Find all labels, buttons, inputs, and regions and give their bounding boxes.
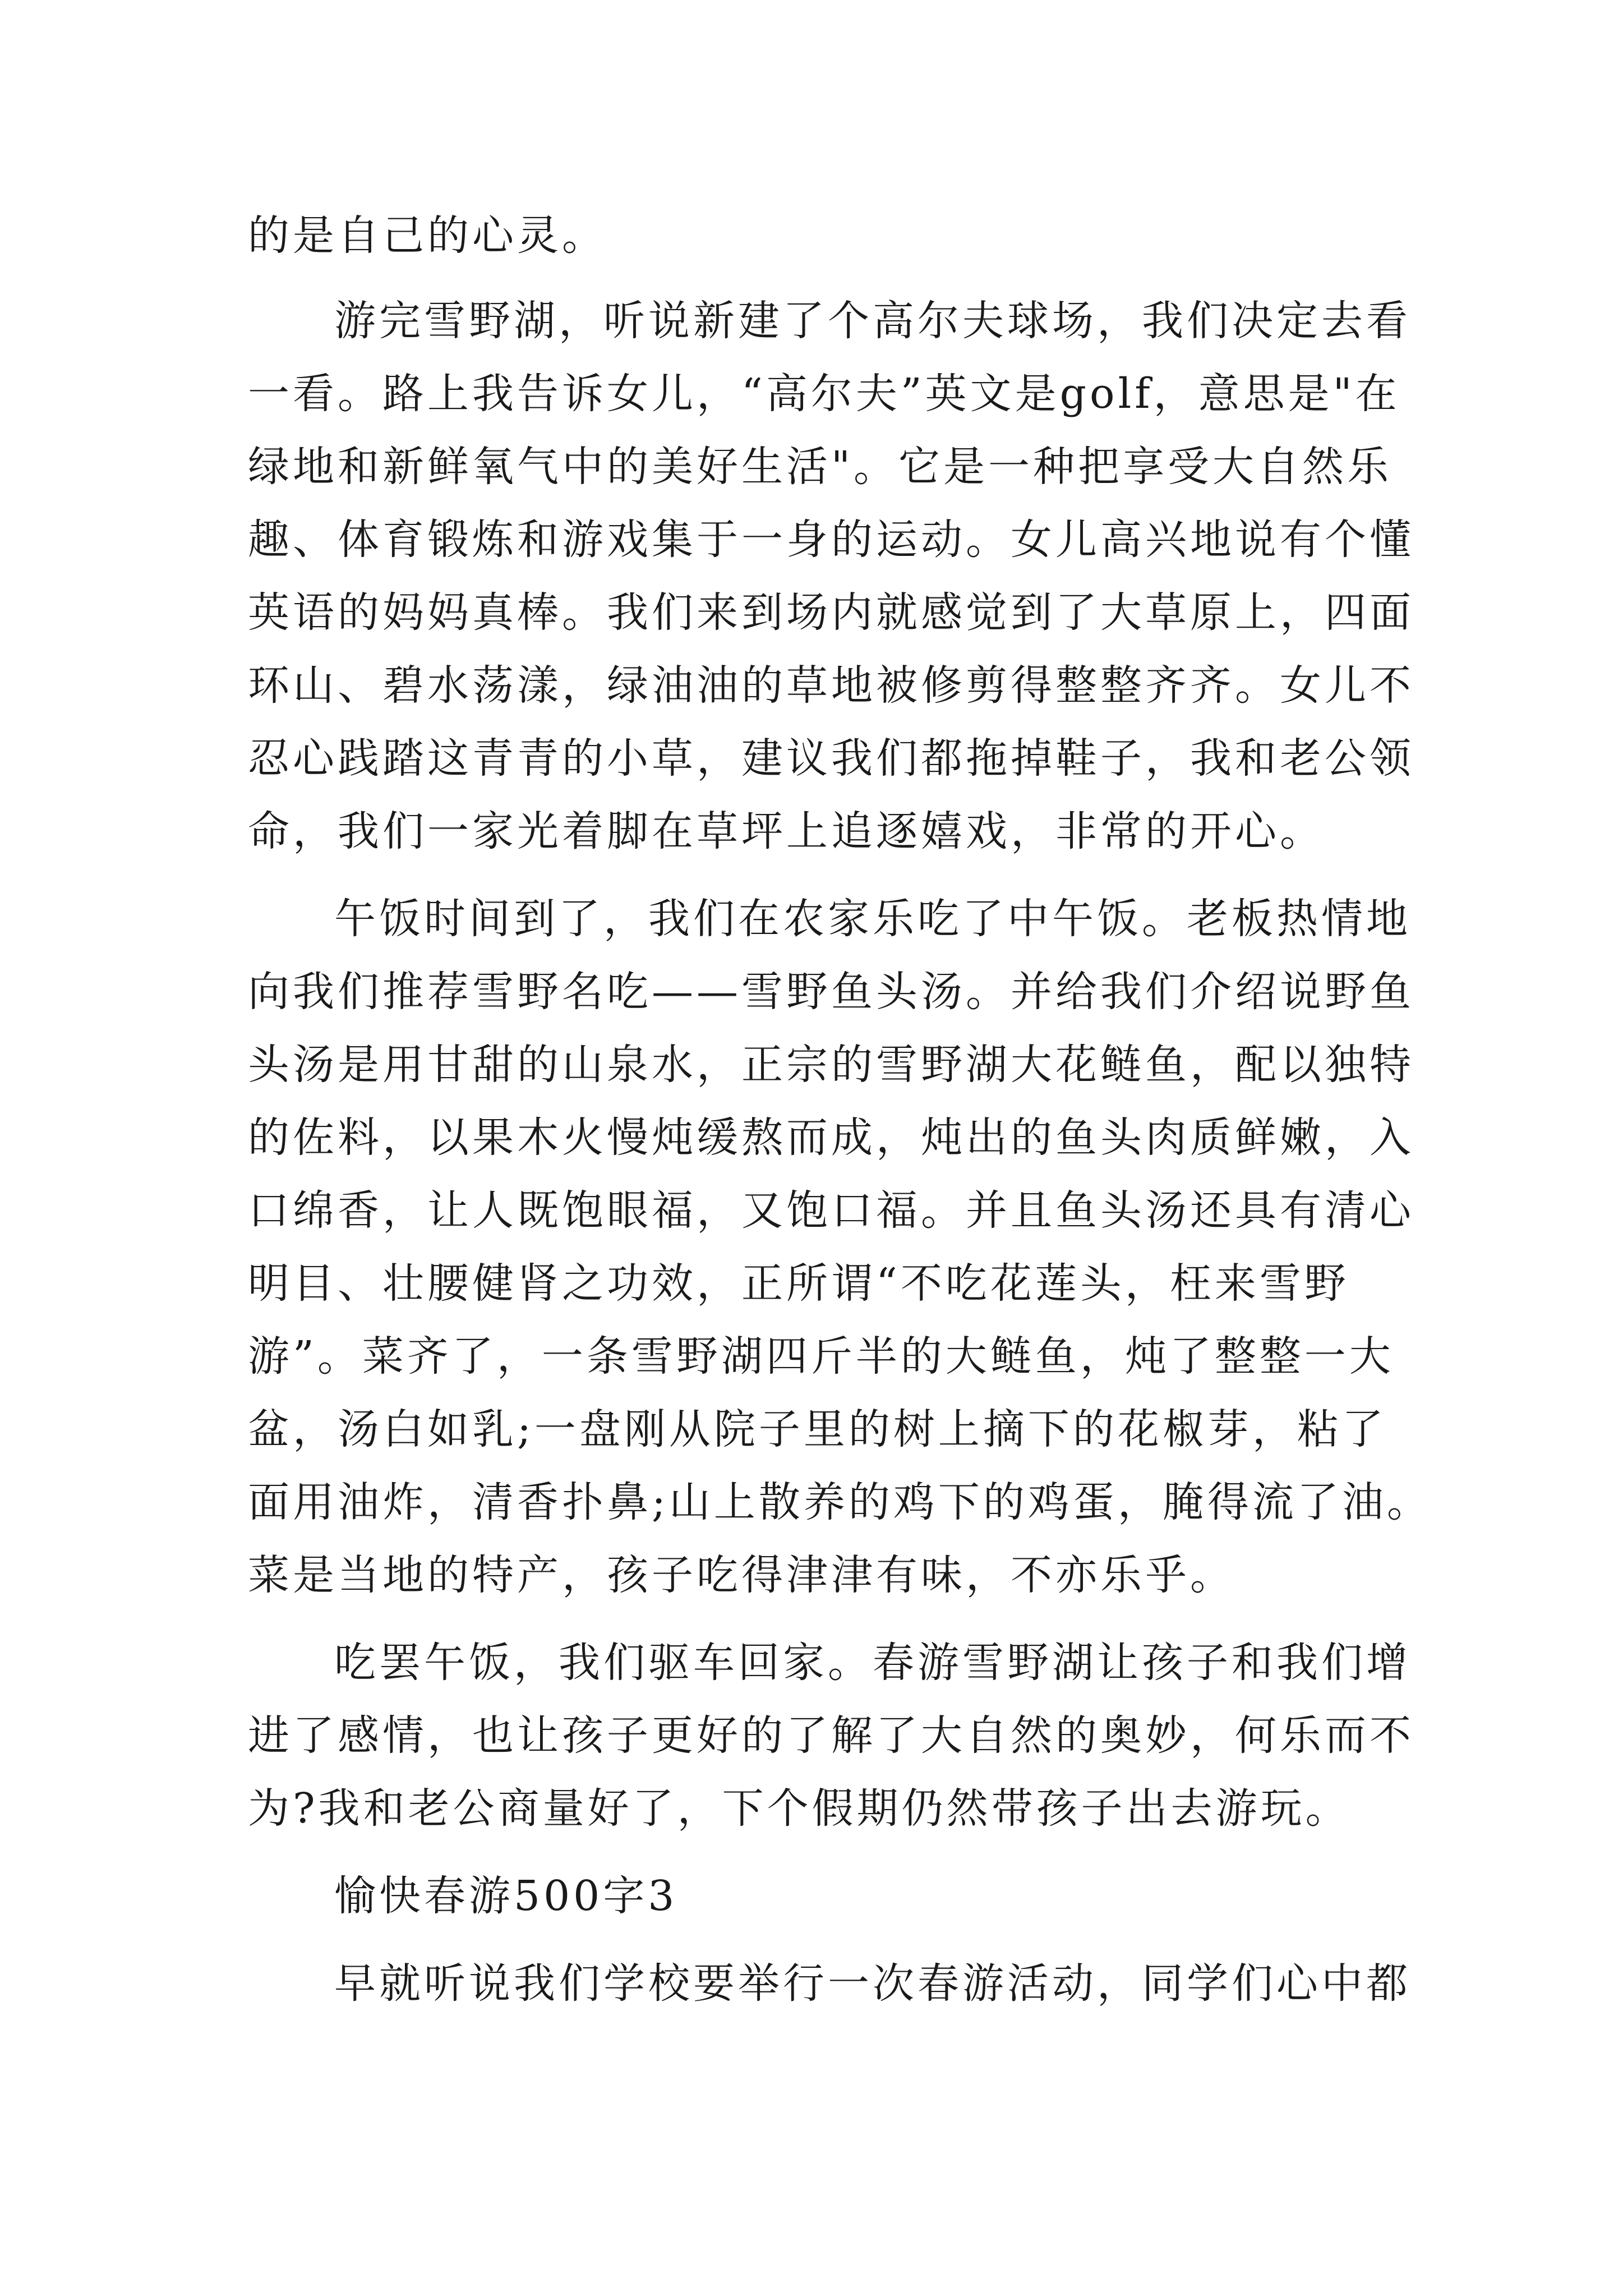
- paragraph-first-line: 游完雪野湖，听说新建了个高尔夫球场，我们决定去看: [334, 297, 1411, 345]
- text-line: 环山、碧水荡漾，绿油油的草地被修剪得整整齐齐。女儿不: [248, 661, 1414, 710]
- text-line: 英语的妈妈真棒。我们来到场内就感觉到了大草原上，四面: [248, 588, 1414, 637]
- text-line: 为?我和老公商量好了，下个假期仍然带孩子出去游玩。: [248, 1784, 1350, 1833]
- text-line: 菜是当地的特产，孩子吃得津津有味，不亦乐乎。: [248, 1551, 1235, 1599]
- text-line: 头汤是用甘甜的山泉水，正宗的雪野湖大花鲢鱼，配以独特: [248, 1041, 1414, 1089]
- text-line: 进了感情，也让孩子更好的了解了大自然的奥妙，何乐而不: [248, 1711, 1414, 1760]
- paragraph-first-line: 吃罢午饭，我们驱车回家。春游雪野湖让孩子和我们增: [334, 1639, 1411, 1687]
- text-line: 一看。路上我告诉女儿，“高尔夫”英文是golf，意思是"在: [248, 370, 1400, 418]
- text-line: 口绵香，让人既饱眼福，又饱口福。并且鱼头汤还具有清心: [248, 1186, 1414, 1235]
- section-heading: 愉快春游500字3: [334, 1872, 678, 1920]
- text-line: 趣、体育锻炼和游戏集于一身的运动。女儿高兴地说有个懂: [248, 516, 1414, 564]
- paragraph-first-line: 早就听说我们学校要举行一次春游活动，同学们心中都: [334, 1959, 1411, 2008]
- text-line: 绿地和新鲜氧气中的美好生活"。它是一种把享受大自然乐: [248, 443, 1393, 491]
- paragraph-first-line: 午饭时间到了，我们在农家乐吃了中午饭。老板热情地: [334, 895, 1411, 943]
- text-line: 的佐料，以果木火慢炖缓熬而成，炖出的鱼头肉质鲜嫩，入: [248, 1114, 1414, 1162]
- text-line: 忍心践踏这青青的小草，建议我们都拖掉鞋子，我和老公领: [248, 734, 1414, 783]
- text-line: 盆，汤白如乳;一盘刚从院子里的树上摘下的花椒芽，粘了: [248, 1405, 1387, 1453]
- text-line: 明目、壮腰健肾之功效，正所谓“不吃花莲头，枉来雪野: [248, 1259, 1349, 1308]
- text-line: 命，我们一家光着脚在草坪上追逐嬉戏，非常的开心。: [248, 807, 1325, 855]
- text-line: 面用油炸，清香扑鼻;山上散养的鸡下的鸡蛋，腌得流了油。: [248, 1478, 1432, 1526]
- text-line: 向我们推荐雪野名吃——雪野鱼头汤。并给我们介绍说野鱼: [248, 968, 1414, 1016]
- text-line: 的是自己的心灵。: [248, 211, 607, 260]
- text-line: 游”。菜齐了，一条雪野湖四斤半的大鲢鱼，炖了整整一大: [248, 1332, 1394, 1381]
